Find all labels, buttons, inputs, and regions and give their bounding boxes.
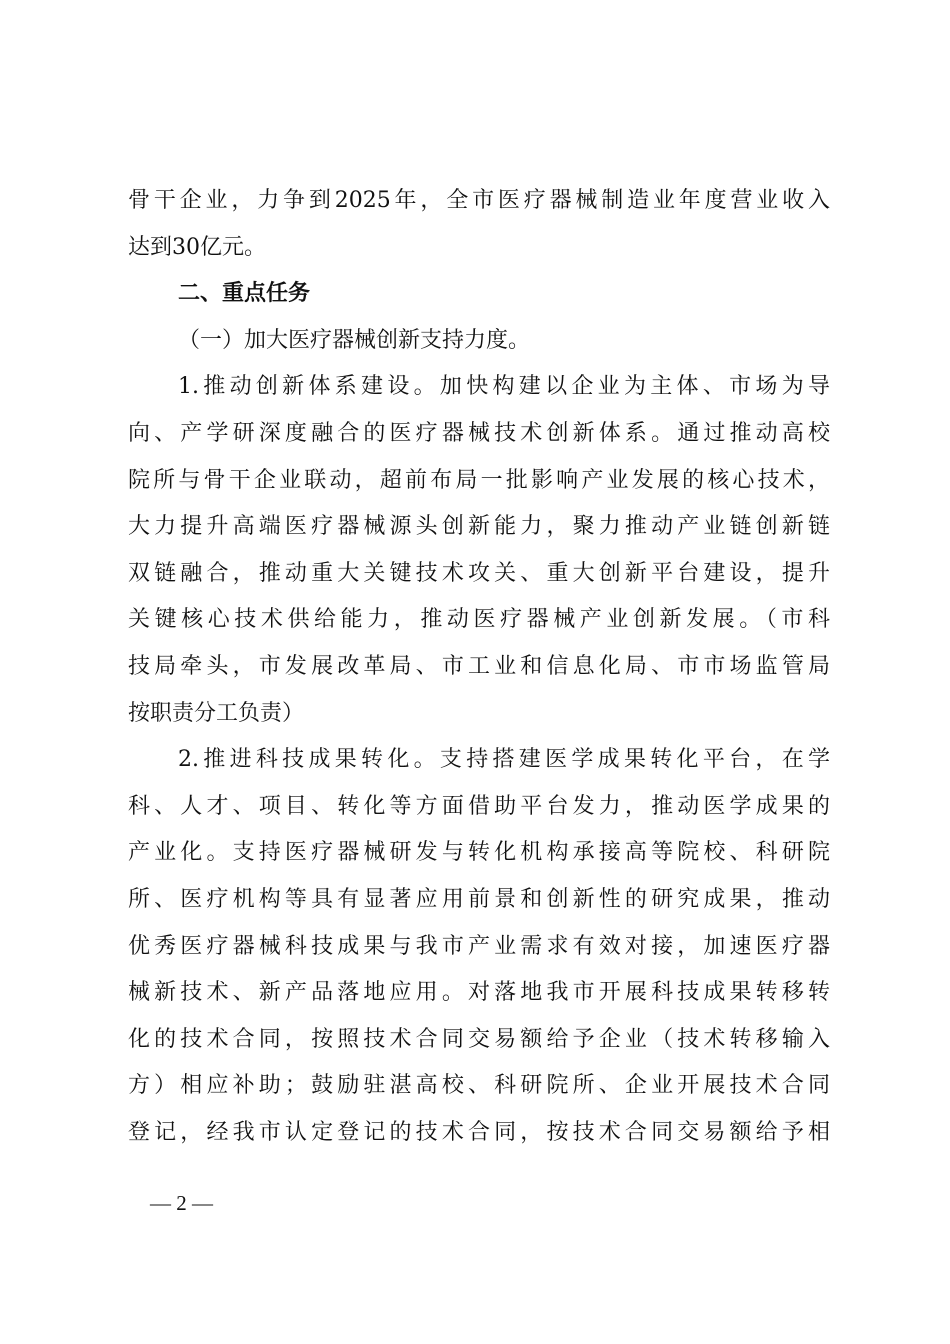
text-line: 按职责分工负责） xyxy=(128,700,305,726)
text-line: 达到30亿元。 xyxy=(128,234,266,260)
body-text xyxy=(128,178,830,1156)
text-line: 产业化。支持医疗器械研发与转化机构承接高等院校、科研院 xyxy=(128,840,830,866)
text-line: 械新技术、新产品落地应用。对落地我市开展科技成果转移转 xyxy=(128,980,830,1006)
text-line: 骨干企业，力争到2025年，全市医疗器械制造业年度营业收入 xyxy=(128,188,830,213)
subsection-heading: （一）加大医疗器械创新支持力度。 xyxy=(178,327,531,353)
text-line: 所、医疗机构等具有显著应用前景和创新性的研究成果，推动 xyxy=(128,886,830,912)
paragraph-item-2 xyxy=(128,737,830,1156)
paragraph-continuation xyxy=(128,178,830,271)
text-line: 优秀医疗器械科技成果与我市产业需求有效对接，加速医疗器 xyxy=(128,933,830,959)
text-line: 技局牵头，市发展改革局、市工业和信息化局、市市场监管局 xyxy=(128,653,830,679)
text-line: 双链融合，推动重大关键技术攻关、重大创新平台建设，提升 xyxy=(128,560,830,586)
text-line: 化的技术合同，按照技术合同交易额给予企业（技术转移输入 xyxy=(128,1026,830,1052)
text-line: 登记，经我市认定登记的技术合同，按技术合同交易额给予相 xyxy=(128,1119,830,1145)
text-line: 2.推进科技成果转化。支持搭建医学成果转化平台，在学 xyxy=(178,747,830,773)
text-line: 大力提升高端医疗器械源头创新能力，聚力推动产业链创新链 xyxy=(128,514,830,540)
text-line: 院所与骨干企业联动，超前布局一批影响产业发展的核心技术， xyxy=(128,467,830,493)
text-line: 方）相应补助；鼓励驻湛高校、科研院所、企业开展技术合同 xyxy=(128,1073,830,1099)
paragraph-item-1 xyxy=(128,364,830,737)
text-line: 向、产学研深度融合的医疗器械技术创新体系。通过推动高校 xyxy=(128,420,830,446)
text-line: 关键核心技术供给能力，推动医疗器械产业创新发展。（市科 xyxy=(128,607,830,633)
text-line: 科、人才、项目、转化等方面借助平台发力，推动医学成果的 xyxy=(128,793,830,819)
section-heading: 二、重点任务 xyxy=(178,281,311,307)
page-number: — 2 — xyxy=(150,1191,213,1215)
text-line: 1.推动创新体系建设。加快构建以企业为主体、市场为导 xyxy=(178,374,830,400)
